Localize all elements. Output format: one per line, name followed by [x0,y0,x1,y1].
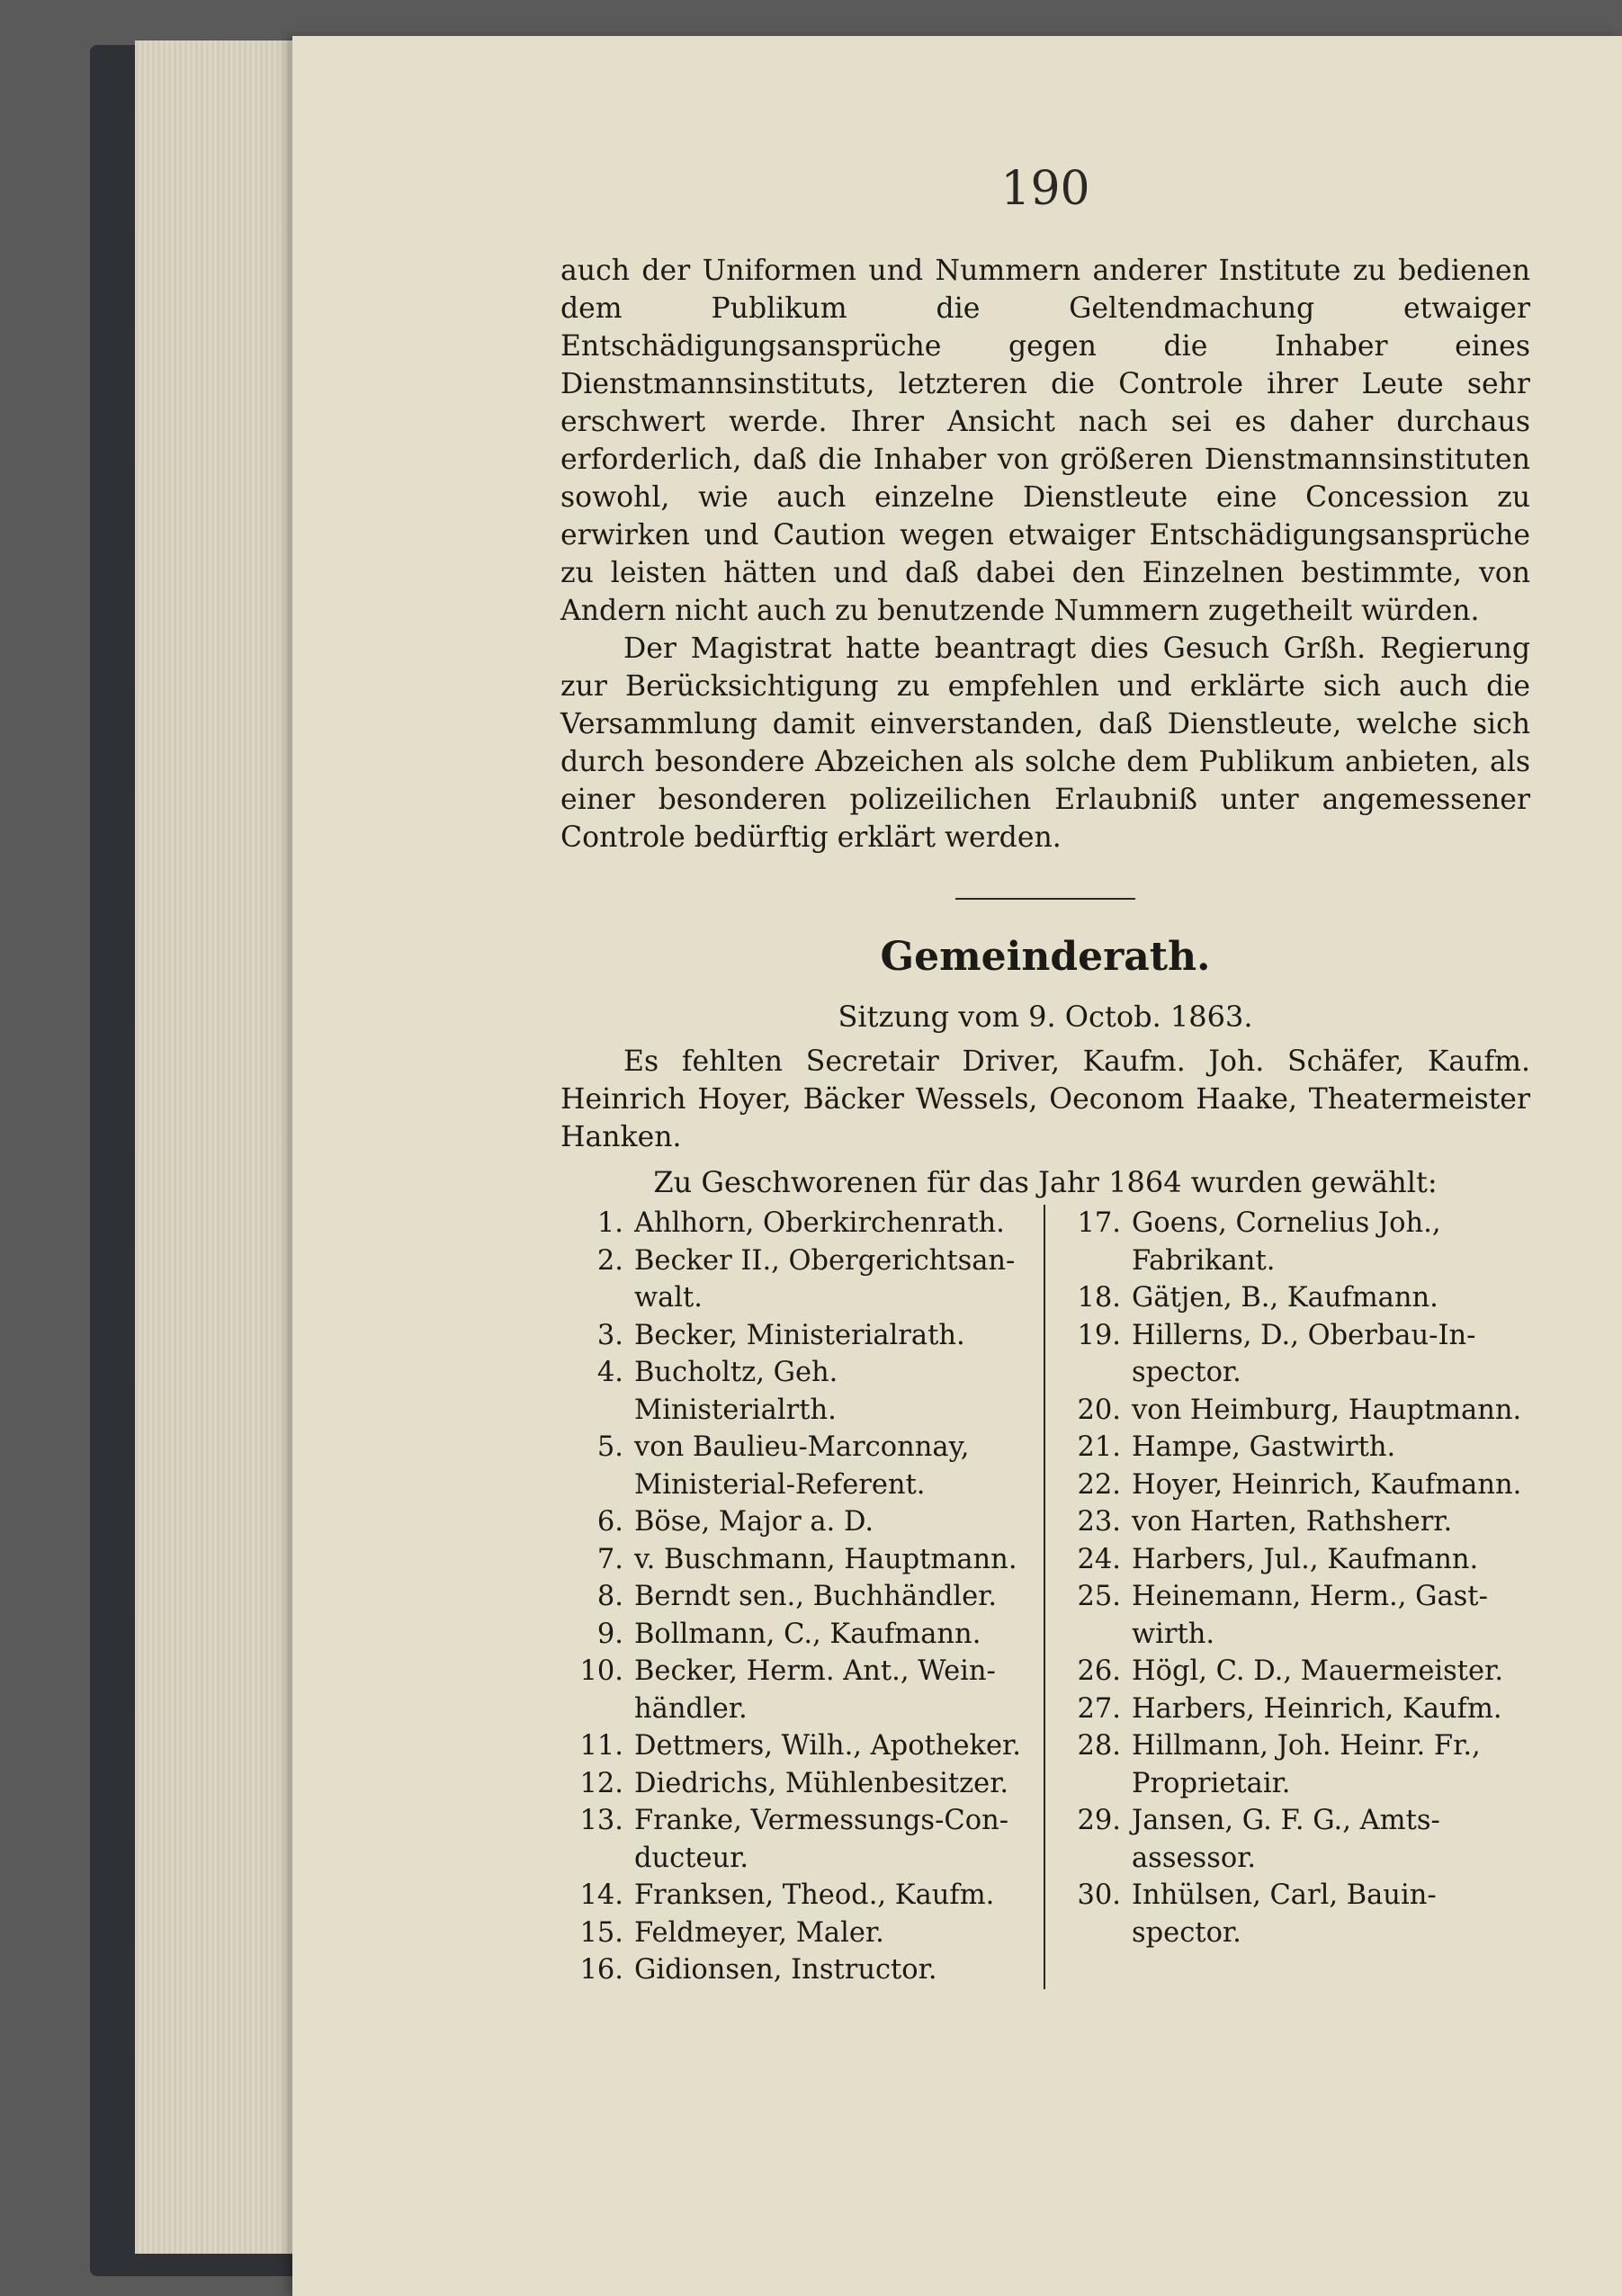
juror-line: ducteur. [634,1842,749,1874]
juror-entry [1058,1578,1530,1653]
juror-name [634,1205,1038,1242]
juror-entry [1058,1429,1530,1466]
juror-entry [560,1877,1038,1915]
juror-name [634,1765,1038,1803]
text-block [560,162,1530,1989]
juror-line: Högl, C. D., Mauermeister. [1132,1655,1504,1687]
juror-name [1132,1392,1530,1430]
juror-name [1132,1503,1530,1541]
juror-line: Dettmers, Wilh., Apotheker. [634,1730,1021,1762]
juror-number: 13. [579,1805,623,1836]
absent-members: Es fehlten Secretair Driver, Kaufm. Joh. Schäfer, Kaufm. Heinrich Hoyer, Bäcker Wessels, Oeconom Haake, Theatermeister Hanken. [560,1045,1530,1153]
juror-line: spector. [1132,1916,1241,1949]
juror-name [634,1578,1038,1616]
juror-line: Böse, Major a. D. [634,1506,874,1538]
juror-entry [560,1616,1038,1654]
juror-line: Hillerns, D., Oberbau-In- [1132,1319,1476,1351]
juror-number: 5. [596,1431,623,1463]
jurors-heading: Zu Geschworenen für das Jahr 1864 wurden gewählt: [653,1165,1438,1199]
juror-number: 12. [579,1767,623,1799]
session-date: Sitzung vom 9. Octob. 1863. [838,1000,1253,1034]
juror-name [634,1317,1038,1355]
juror-line: walt. [634,1282,703,1314]
juror-entry [560,1802,1038,1877]
juror-name [1132,1877,1530,1951]
juror-name [634,1951,1038,1989]
juror-entry [560,1578,1038,1616]
juror-line: Ahlhorn, Oberkirchenrath. [634,1207,1005,1239]
juror-entry [560,1653,1038,1727]
juror-line: spector. [1132,1357,1241,1388]
juror-number: 22. [1077,1468,1121,1501]
juror-name [634,1727,1038,1765]
juror-name [1132,1727,1530,1802]
juror-entry [560,1541,1038,1579]
juror-number: 27. [1077,1692,1121,1725]
juror-number: 25. [1077,1581,1121,1612]
juror-number: 14. [579,1879,623,1911]
juror-line: assessor. [1132,1842,1257,1874]
juror-number: 30. [1077,1879,1121,1911]
juror-name [634,1915,1038,1952]
juror-number: 9. [596,1618,623,1650]
juror-line: Goens, Cornelius Joh., [1132,1207,1441,1239]
juror-line: Harbers, Jul., Kaufmann. [1132,1543,1479,1575]
juror-entry [560,1205,1038,1242]
juror-number: 7. [596,1543,623,1575]
juror-entry [560,1765,1038,1803]
juror-number: 24. [1077,1543,1121,1575]
juror-entry [560,1503,1038,1541]
juror-entry [1058,1279,1530,1317]
juror-entry [1058,1691,1530,1728]
juror-name [1132,1578,1530,1653]
juror-name [1132,1691,1530,1728]
juror-number: 11. [579,1730,623,1762]
paragraph-1: auch der Uniformen und Nummern anderer Institute zu bedienen dem Publikum die Geltendmachung etwaiger Entschädigungsansprüche gegen die Inhaber eines Dienstmannsinstituts, letzteren die Controle ihrer Leute sehr erschwert werde. Ihrer Ansicht nach sei es daher durchaus erforderlich, daß die Inhaber von größeren Dienstmannsinstituten sowohl, wie auch einzelne Dienstleute eine Concession zu erwirken und Caution wegen etwaiger Entschädigungsansprüche zu leisten hätten und daß dabei den Einzelnen bestimmte, von Andern nicht auch zu benutzende Nummern zugetheilt würden. [560,255,1530,627]
juror-entry [1058,1466,1530,1504]
juror-entry [560,1915,1038,1952]
juror-name [1132,1541,1530,1579]
juror-number: 8. [596,1581,623,1612]
juror-name [634,1354,1038,1429]
juror-line: wirth. [1132,1618,1215,1650]
juror-name [634,1503,1038,1541]
juror-number: 23. [1077,1506,1121,1538]
juror-name [634,1541,1038,1579]
juror-name [1132,1802,1530,1877]
juror-entry [1058,1392,1530,1430]
juror-entry [560,1727,1038,1765]
juror-line: Ministerial-Referent. [634,1468,926,1501]
juror-number: 29. [1077,1805,1121,1836]
juror-entry [1058,1503,1530,1541]
juror-number: 1. [596,1207,623,1239]
juror-entry [560,1429,1038,1503]
juror-line: Fabrikant. [1132,1244,1276,1277]
juror-number: 17. [1077,1207,1121,1239]
juror-line: Gidionsen, Instructor. [634,1954,937,1986]
juror-entry [560,1354,1038,1429]
juror-entry [1058,1653,1530,1691]
juror-line: v. Buschmann, Hauptmann. [634,1543,1017,1575]
juror-entry [1058,1317,1530,1392]
juror-line: Becker, Ministerialrath. [634,1319,965,1351]
juror-line: Bucholtz, Geh. Ministerialrth. [634,1357,838,1426]
juror-line: Gätjen, B., Kaufmann. [1132,1282,1438,1314]
book-page [292,36,1622,2296]
page-number: 190 [1000,162,1090,216]
juror-name [1132,1317,1530,1392]
juror-entry [560,1951,1038,1989]
juror-line: Hoyer, Heinrich, Kaufmann. [1132,1468,1522,1501]
juror-line: Jansen, G. F. G., Amts- [1132,1805,1440,1836]
juror-line: Diedrichs, Mühlenbesitzer. [634,1767,1009,1799]
juror-entry [1058,1802,1530,1877]
juror-entry [560,1317,1038,1355]
juror-name [1132,1279,1530,1317]
juror-line: von Harten, Rathsherr. [1132,1506,1453,1538]
juror-number: 18. [1077,1282,1121,1314]
juror-name [1132,1205,1530,1279]
juror-number: 15. [579,1916,623,1949]
juror-name [1132,1653,1530,1691]
juror-line: Berndt sen., Buchhändler. [634,1581,998,1612]
juror-number: 4. [596,1357,623,1388]
juror-list [560,1205,1530,1989]
juror-line: Heinemann, Herm., Gast- [1132,1581,1488,1612]
juror-line: Proprietair. [1132,1767,1291,1799]
juror-line: Inhülsen, Carl, Bauin- [1132,1879,1437,1911]
juror-column-right [1045,1205,1530,1989]
juror-number: 3. [596,1319,623,1351]
section-title: Gemeinderath. [880,934,1211,980]
juror-name [634,1242,1038,1317]
juror-entry [1058,1877,1530,1951]
section-separator [955,898,1135,900]
juror-column-left [560,1205,1045,1989]
juror-line: Feldmeyer, Maler. [634,1916,884,1949]
juror-number: 6. [596,1506,623,1538]
juror-entry [1058,1727,1530,1802]
juror-line: Hillmann, Joh. Heinr. Fr., [1132,1730,1481,1762]
juror-name [1132,1466,1530,1504]
juror-entry [1058,1541,1530,1579]
juror-number: 16. [579,1954,623,1986]
juror-name [1132,1429,1530,1466]
juror-name [634,1653,1038,1727]
juror-line: Harbers, Heinrich, Kaufm. [1132,1692,1502,1725]
juror-number: 10. [579,1655,623,1687]
juror-number: 28. [1077,1730,1121,1762]
juror-number: 2. [596,1244,623,1277]
juror-number: 21. [1077,1431,1121,1463]
juror-number: 20. [1077,1394,1121,1426]
paragraph-2: Der Magistrat hatte beantragt dies Gesuch Grßh. Regierung zur Berücksichtigung zu empfehlen und erklärte sich auch die Versammlung damit einverstanden, daß Dienstleute, welche sich durch besondere Abzeichen als solche dem Publikum anbieten, als einer besonderen polizeilichen Erlaubniß unter angemessener Controle bedürftig erklärt werden. [560,632,1530,854]
juror-number: 26. [1077,1655,1121,1687]
juror-name [634,1616,1038,1654]
juror-name [634,1429,1038,1503]
juror-line: Hampe, Gastwirth. [1132,1431,1396,1463]
juror-line: Franksen, Theod., Kaufm. [634,1879,995,1911]
juror-name [634,1802,1038,1877]
juror-line: von Baulieu-Marconnay, [634,1431,970,1463]
juror-name [634,1877,1038,1915]
juror-line: von Heimburg, Hauptmann. [1132,1394,1522,1426]
juror-line: händler. [634,1692,748,1725]
juror-entry [560,1242,1038,1317]
juror-line: Franke, Vermessungs-Con- [634,1805,1009,1836]
juror-entry [1058,1205,1530,1279]
juror-line: Becker, Herm. Ant., Wein- [634,1655,996,1687]
juror-line: Bollmann, C., Kaufmann. [634,1618,981,1650]
juror-line: Becker II., Obergerichtsan- [634,1244,1016,1277]
juror-number: 19. [1077,1319,1121,1351]
